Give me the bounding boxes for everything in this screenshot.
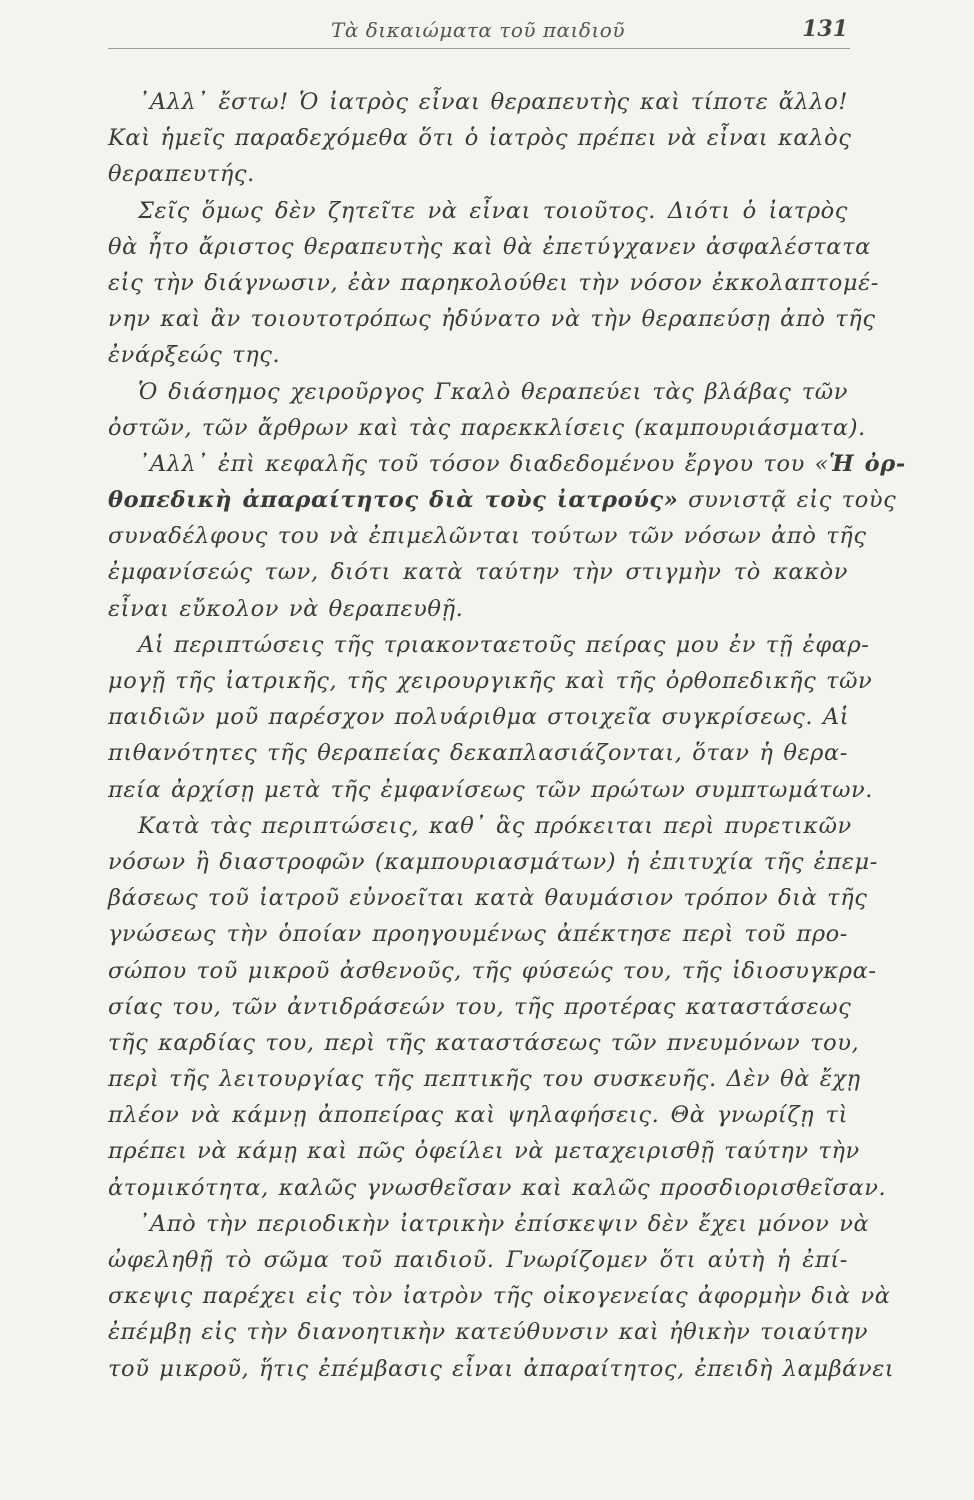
text-line: θεραπευτής. bbox=[108, 161, 255, 188]
text-line: συναδέλφους του νὰ ἐπιμελῶνται τούτων τῶν νόσων ἀπὸ τῆς bbox=[108, 523, 867, 550]
text-line: ὀστῶν, τῶν ἄρθρων καὶ τὰς παρεκκλίσεις (καμπουριάσματα). bbox=[108, 414, 866, 441]
text-line: σίας του, τῶν ἀντιδράσεών του, τῆς προτέρας καταστάσεως bbox=[108, 993, 852, 1020]
text-line: ἐνάρξεώς της. bbox=[108, 342, 281, 369]
text-line: μογῇ τῆς ἰατρικῆς, τῆς χειρουργικῆς καὶ τῆς ὀρθοπεδικῆς τῶν bbox=[108, 668, 873, 694]
text-line: ᾿Απὸ τὴν περιοδικὴν ἰατρικὴν ἐπίσκεψιν δὲν ἔχει μόνον νὰ bbox=[138, 1210, 870, 1237]
text-line: περὶ τῆς λειτουργίας τῆς πεπτικῆς του συσκευῆς. Δὲν θὰ ἔχῃ bbox=[108, 1066, 861, 1093]
text-line: ὠφεληθῇ τὸ σῶμα τοῦ παιδιοῦ. Γνωρίζομεν ὅτι αὐτὴ ἡ ἐπί- bbox=[108, 1247, 848, 1273]
page-number: 131 bbox=[802, 16, 848, 42]
text-line: Καὶ ἡμεῖς παραδεχόμεθα ὅτι ὁ ἰατρὸς πρέπει νὰ εἶναι καλὸς bbox=[108, 125, 852, 152]
text-line: νόσων ἢ διαστροφῶν (καμπουριασμάτων) ἡ ἐπιτυχία τῆς ἐπεμ- bbox=[108, 848, 878, 875]
text-line: ᾿Αλλ᾿ ἔστω! Ὁ ἰατρὸς εἶναι θεραπευτὴς καὶ τίποτε ἄλλο! bbox=[138, 89, 848, 115]
text-line: τῆς καρδίας του, περὶ τῆς καταστάσεως τῶν πνευμόνων του, bbox=[108, 1029, 860, 1056]
running-head bbox=[108, 14, 848, 50]
running-title: Τὰ δικαιώματα τοῦ παιδιοῦ bbox=[331, 18, 625, 42]
text-line: εἶναι εὔκολον νὰ θεραπευθῇ. bbox=[108, 595, 464, 622]
text-line: νην καὶ ἂν τοιουτοτρόπως ἠδύνατο νὰ τὴν θεραπεύσῃ ἀπὸ τῆς bbox=[108, 306, 876, 333]
text-line: Σεῖς ὅμως δὲν ζητεῖτε νὰ εἶναι τοιοῦτος. Διότι ὁ ἰατρὸς bbox=[138, 197, 848, 224]
text-line: παιδιῶν μοῦ παρέσχον πολυάριθμα στοιχεῖα συγκρίσεως. Αἱ bbox=[108, 704, 850, 731]
text-line: ἐπέμβῃ εἰς τὴν διανοητικὴν κατεύθυνσιν καὶ ἠθικὴν τοιαύτην bbox=[108, 1319, 869, 1346]
text-line: θοπεδικὴ ἀπαραίτητος διὰ τοὺς ἰατρούς» συνιστᾷ εἰς τοὺς bbox=[108, 487, 897, 514]
text-line: σώπου τοῦ μικροῦ ἀσθενοῦς, τῆς φύσεώς του, τῆς ἰδιοσυγκρα- bbox=[108, 957, 877, 984]
text-line: πιθανότητες τῆς θεραπείας δεκαπλασιάζονται, ὅταν ἡ θερα- bbox=[108, 740, 848, 767]
text-line: σκεψις παρέχει εἰς τὸν ἰατρὸν τῆς οἰκογενείας ἀφορμὴν διὰ νὰ bbox=[108, 1283, 891, 1310]
body-text bbox=[108, 84, 906, 1387]
text-line: πλέον νὰ κάμνῃ ἀποπείρας καὶ ψηλαφήσεις. Θὰ γνωρίζῃ τὶ bbox=[108, 1102, 848, 1129]
header-rule bbox=[108, 48, 850, 49]
text-line: Κατὰ τὰς περιπτώσεις, καθ᾿ ἃς πρόκειται περὶ πυρετικῶν bbox=[138, 812, 852, 839]
text-line: βάσεως τοῦ ἰατροῦ εὐνοεῖται κατὰ θαυμάσιον τρόπον διὰ τῆς bbox=[108, 885, 868, 912]
text-line: εἰς τὴν διάγνωσιν, ἐὰν παρηκολούθει τὴν νόσον ἐκκολαπτομέ- bbox=[108, 269, 879, 296]
text-line: τοῦ μικροῦ, ἥτις ἐπέμβασις εἶναι ἀπαραίτητος, ἐπειδὴ λαμβάνει bbox=[108, 1355, 895, 1382]
text-line: Αἱ περιπτώσεις τῆς τριακονταετοῦς πείρας μου ἐν τῇ ἐφαρ- bbox=[138, 631, 870, 658]
text-line: πεία ἀρχίσῃ μετὰ τῆς ἐμφανίσεως τῶν πρώτων συμπτωμάτων. bbox=[108, 776, 874, 803]
text-line: γνώσεως τὴν ὁποίαν προηγουμένως ἀπέκτησε περὶ τοῦ προ- bbox=[108, 921, 848, 948]
text-line: ᾿Αλλ᾿ ἐπὶ κεφαλῆς τοῦ τόσον διαδεδομένου ἔργου του «Ἡ ὀρ- bbox=[138, 450, 906, 477]
text-line: πρέπει νὰ κάμῃ καὶ πῶς ὀφείλει νὰ μεταχειρισθῇ ταύτην τὴν bbox=[108, 1138, 860, 1165]
text-line: Ὁ διάσημος χειροῦργος Γκαλὸ θεραπεύει τὰς βλάβας τῶν bbox=[138, 378, 848, 405]
text-line: ἐμφανίσεώς των, διότι κατὰ ταύτην τὴν στιγμὴν τὸ κακὸν bbox=[108, 559, 848, 586]
text-line: ἀτομικότητα, καλῶς γνωσθεῖσαν καὶ καλῶς προσδιορισθεῖσαν. bbox=[108, 1174, 887, 1201]
text-line: θὰ ἦτο ἄριστος θεραπευτὴς καὶ θὰ ἐπετύγχανεν ἀσφαλέστατα bbox=[108, 233, 871, 260]
